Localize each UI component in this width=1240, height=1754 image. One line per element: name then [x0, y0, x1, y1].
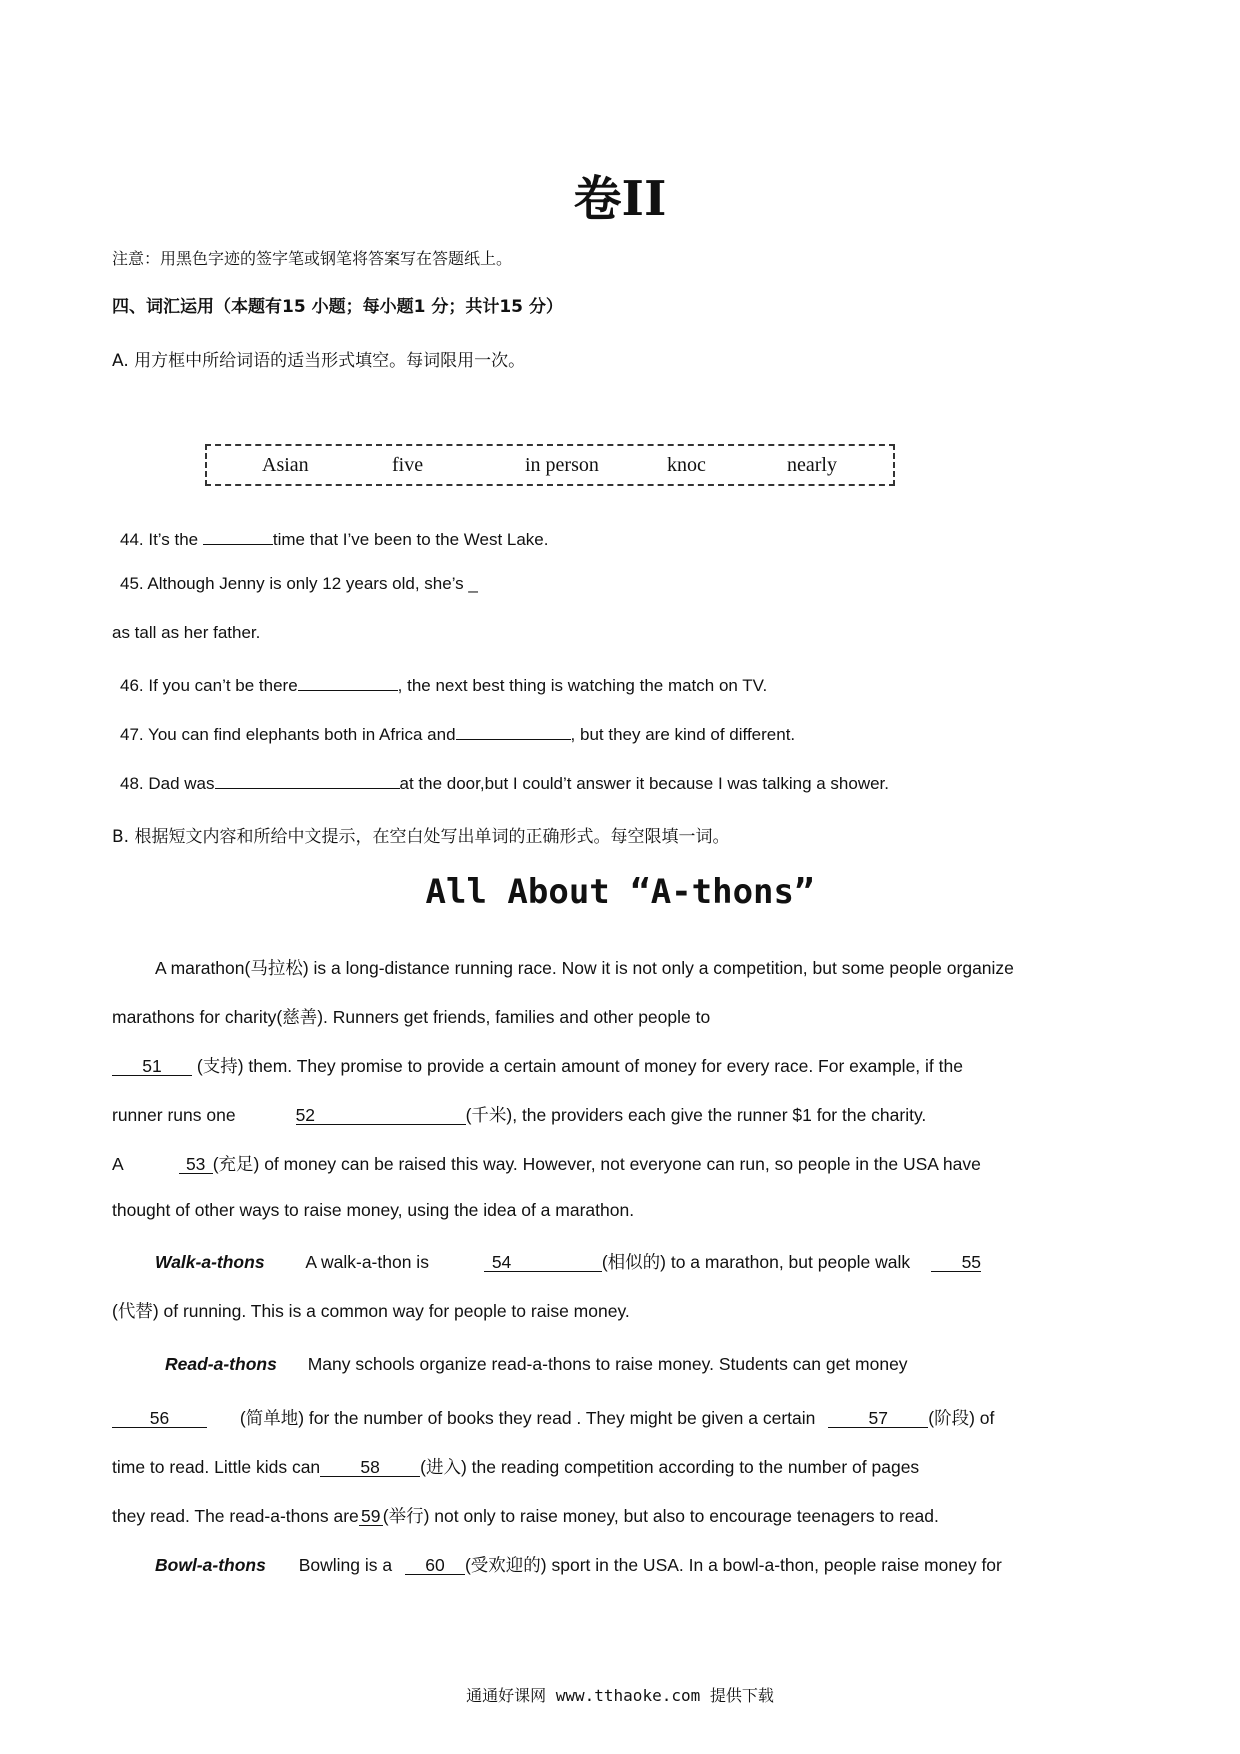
- word-item: nearly: [787, 454, 837, 476]
- word-box: [205, 444, 895, 486]
- page-title: 卷II: [573, 171, 667, 227]
- answer-blank-51[interactable]: 51: [112, 1057, 192, 1076]
- passage-line: thought of other ways to raise money, using the idea of a marathon.: [112, 1200, 635, 1220]
- passage-line: marathons for charity(慈善). Runners get friends, families and other people to: [112, 1007, 711, 1027]
- passage-line: 56 (简单地) for the number of books they read . They might be given a certain 57 (阶段) of: [112, 1405, 994, 1430]
- passage-line: A marathon(马拉松) is a long-distance running race. Now it is not only a competition, but some people organize: [155, 958, 1014, 978]
- passage-line: Read-a-thons Many schools organize read-a-thons to raise money. Students can get money: [165, 1354, 908, 1374]
- question-44: 44. It’s the time that I’ve been to the West Lake.: [120, 526, 548, 550]
- passage-line: A 53(充足) of money can be raised this way. However, not everyone can run, so people in the USA have: [112, 1154, 981, 1174]
- footer-text: 通通好课网 www.tthaoke.com 提供下载: [466, 1686, 774, 1705]
- part-b-instruction: B. 根据短文内容和所给中文提示，在空白处写出单词的正确形式。每空限填一词。: [112, 827, 730, 847]
- question-45: 45. Although Jenny is only 12 years old, she’s _: [120, 574, 478, 593]
- answer-blank[interactable]: [456, 721, 571, 740]
- notice-text: 注意：用黑色字迹的签字笔或钢笔将答案写在答题纸上。: [112, 249, 513, 268]
- passage-title: All About “A-thons”: [425, 872, 815, 912]
- part-a-instruction: A. 用方框中所给词语的适当形式填空。每词限用一次。: [112, 351, 526, 371]
- answer-blank[interactable]: [298, 672, 398, 691]
- answer-blank[interactable]: _: [468, 574, 478, 593]
- answer-blank-57[interactable]: 57: [828, 1409, 928, 1428]
- answer-blank-60[interactable]: 60: [405, 1556, 465, 1575]
- passage-line: 51 (支持) them. They promise to provide a certain amount of money for every race. For example, if the: [112, 1053, 963, 1078]
- answer-blank-53[interactable]: 53: [179, 1155, 213, 1174]
- question-45-continued: as tall as her father.: [112, 623, 261, 642]
- answer-blank-55[interactable]: 55: [931, 1253, 981, 1272]
- answer-blank-52[interactable]: 52: [296, 1106, 466, 1125]
- answer-blank[interactable]: [203, 526, 273, 545]
- passage-line: (代替) of running. This is a common way for people to raise money.: [112, 1301, 630, 1321]
- answer-blank-54[interactable]: 54: [484, 1253, 602, 1272]
- passage-line: they read. The read-a-thons are 59(举行) not only to raise money, but also to encourage teenagers to read.: [112, 1506, 939, 1526]
- answer-blank[interactable]: [215, 770, 400, 789]
- question-46: 46. If you can’t be there , the next best thing is watching the match on TV.: [120, 672, 767, 696]
- section-heading: 四、词汇运用（本题有15 小题；每小题1 分；共计15 分）: [112, 297, 563, 317]
- question-47: 47. You can find elephants both in Africa and , but they are kind of different.: [120, 721, 795, 745]
- word-item: in person: [525, 454, 599, 476]
- question-48: 48. Dad was at the door,but I could’t answer it because I was talking a shower.: [120, 770, 889, 794]
- bowl-a-thons-heading: Bowl-a-thons: [155, 1555, 266, 1575]
- walk-a-thons-heading: Walk-a-thons: [155, 1252, 265, 1272]
- answer-blank-59[interactable]: 59: [359, 1507, 383, 1526]
- word-item: five: [392, 454, 424, 476]
- read-a-thons-heading: Read-a-thons: [165, 1354, 277, 1374]
- answer-blank-56[interactable]: 56: [112, 1409, 207, 1428]
- passage-line: time to read. Little kids can 58 (进入) the reading competition according to the number of pages: [112, 1457, 920, 1477]
- word-item: Asian: [262, 454, 309, 476]
- word-item: knoc: [667, 454, 706, 476]
- passage-line: runner runs one 52 (千米), the providers each give the runner $1 for the charity.: [112, 1105, 927, 1125]
- passage-line: Walk-a-thons A walk-a-thon is 54 (相似的) to a marathon, but people walk 55: [155, 1252, 982, 1272]
- passage-line: Bowl-a-thons Bowling is a 60 (受欢迎的) sport in the USA. In a bowl-a-thon, people raise money for: [155, 1555, 1002, 1575]
- answer-blank-58[interactable]: 58: [320, 1458, 420, 1477]
